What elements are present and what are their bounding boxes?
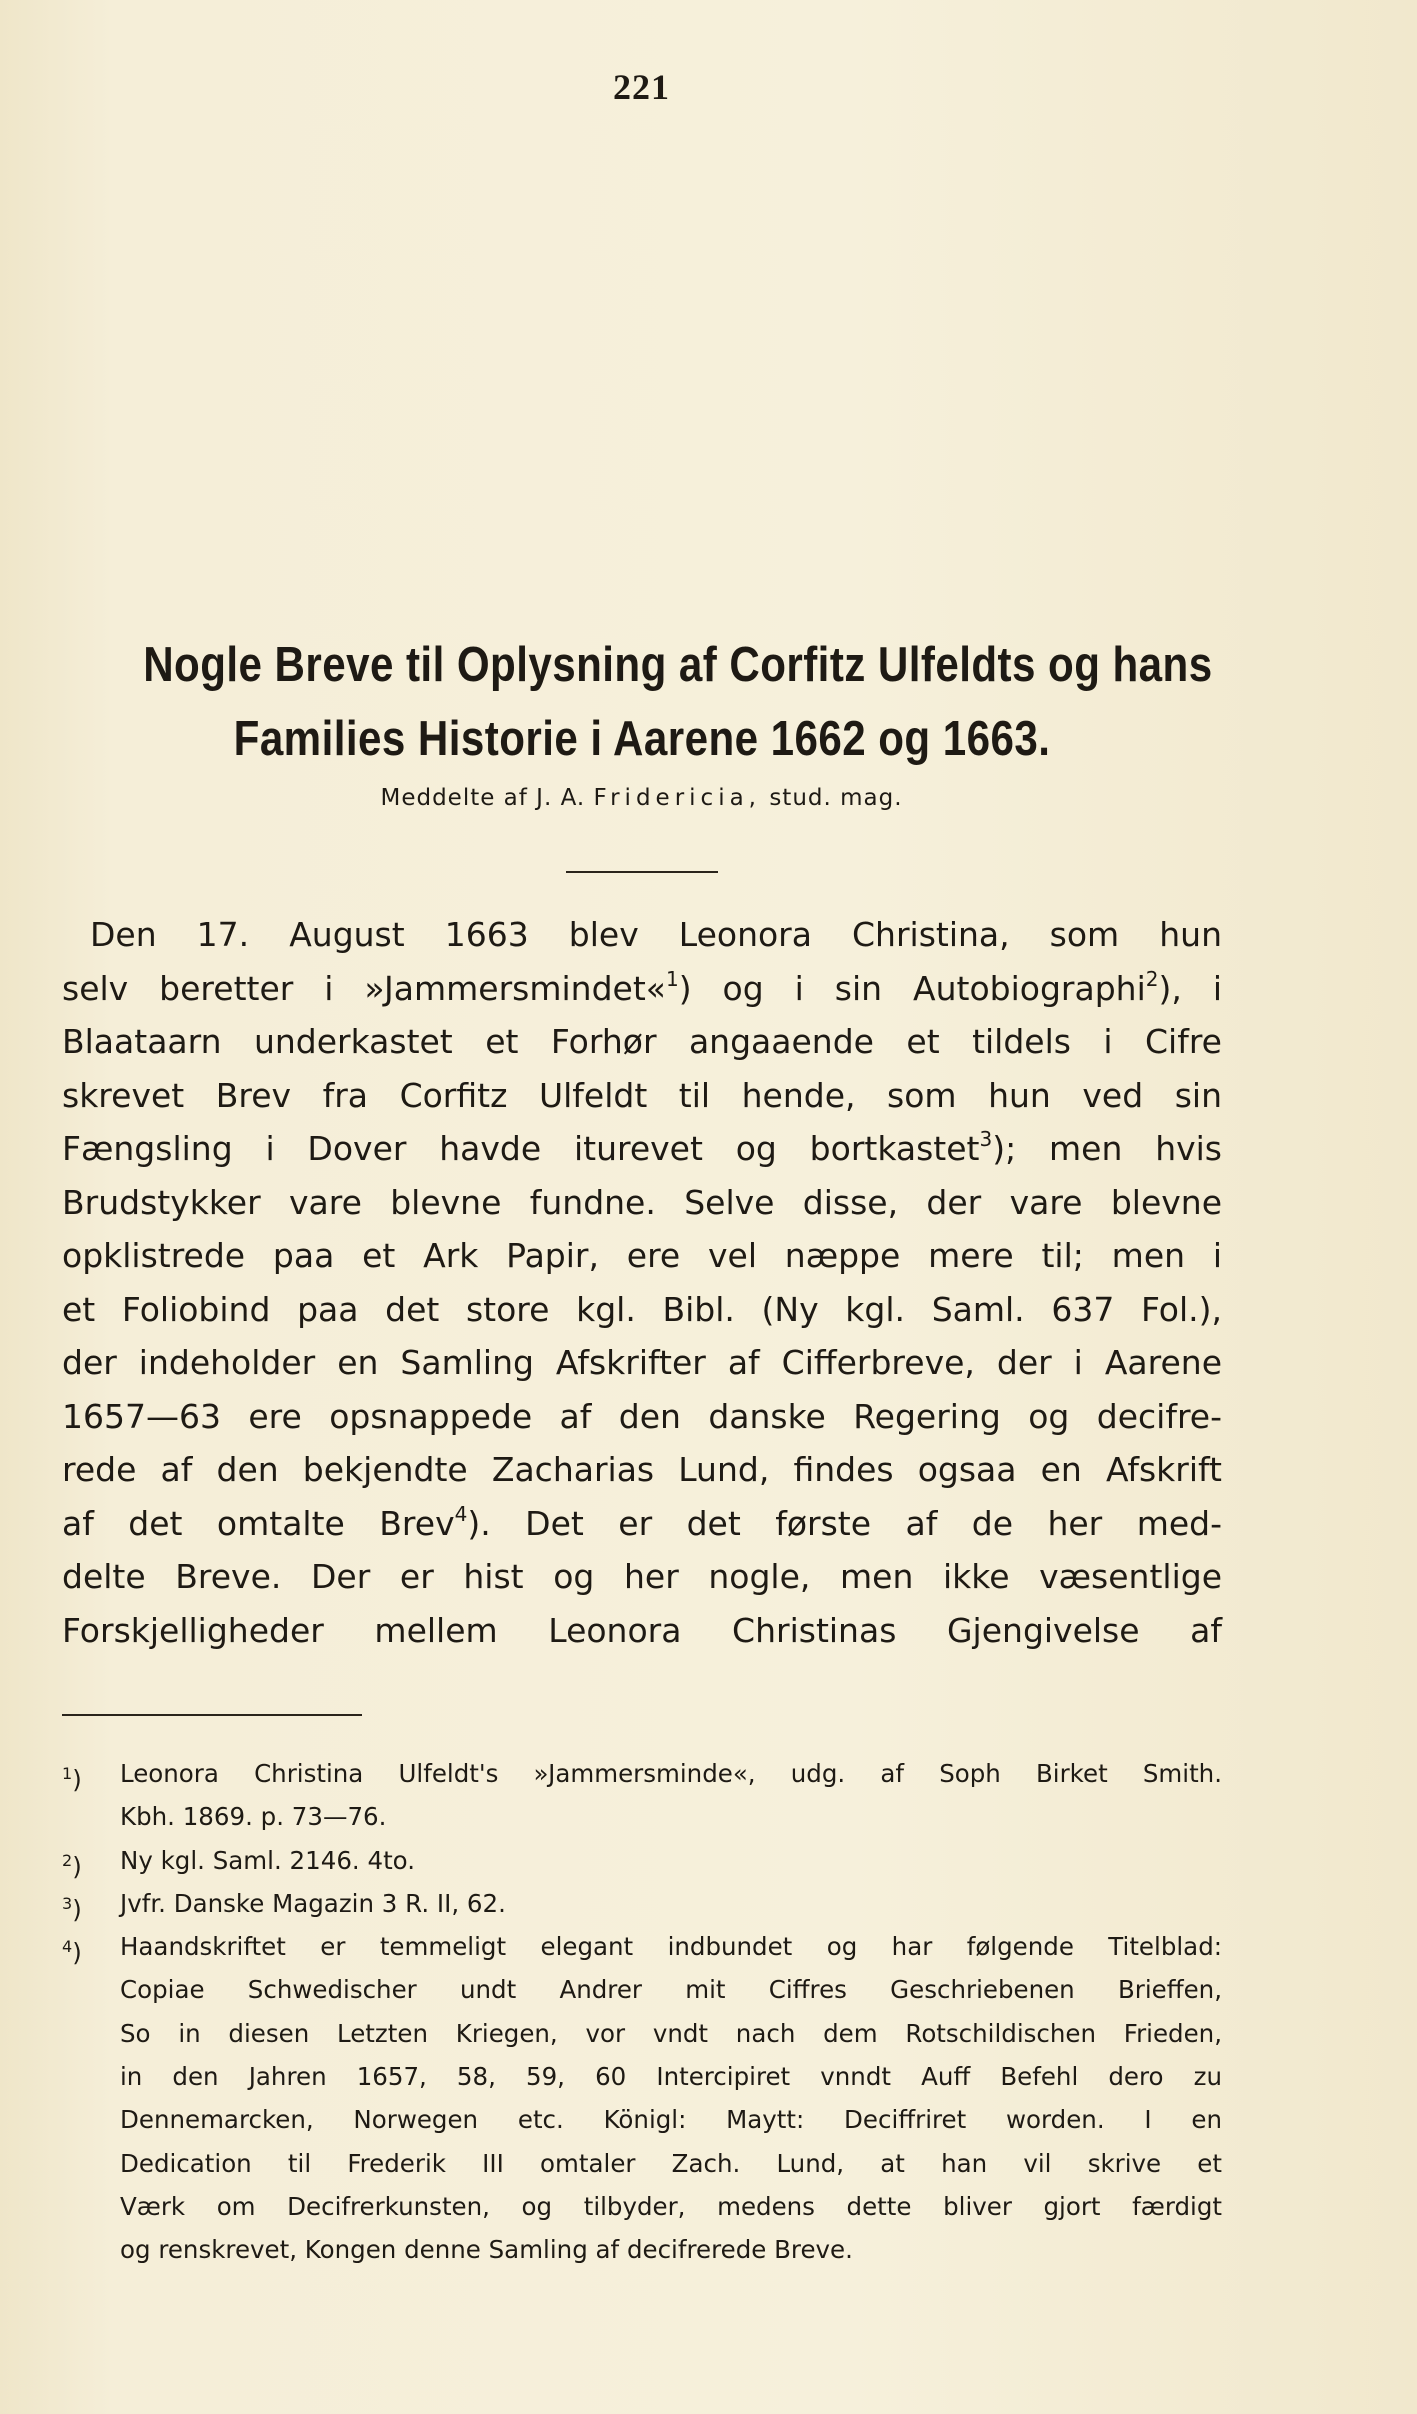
footnote-4 <box>62 1925 1222 2271</box>
body-line: 1657—63 ere opsnappede af den danske Regering og decifre- <box>62 1396 1222 1436</box>
footnote-3 <box>62 1882 1222 1925</box>
body-line: Blaataarn underkastet et Forhør angaaende et tildels i Cifre <box>62 1022 1222 1061</box>
body-line: skrevet Brev fra Corfitz Ulfeldt til hende, som hun ved sin <box>62 1075 1222 1115</box>
footnote-mark: $^4$) <box>62 1937 82 1968</box>
footnote-ref: 1 <box>665 966 679 991</box>
footnote-line: in den Jahren 1657, 58, 59, 60 Intercipiret vnndt Auff Befehl dero zu <box>120 2062 1222 2092</box>
footnote-line: Dennemarcken, Norwegen etc. Königl: Maytt: Deciffriret worden. I en <box>120 2105 1222 2135</box>
footnote-divider <box>62 1714 362 1716</box>
footnote-1 <box>62 1752 1222 1839</box>
footnote-ref: 4 <box>454 1501 468 1526</box>
body-line: der indeholder en Samling Afskrifter af Cifferbreve, der i Aarene <box>62 1343 1222 1382</box>
body-line: rede af den bekjendte Zacharias Lund, findes ogsaa en Afskrift <box>62 1450 1222 1489</box>
byline-prefix: Meddelte af J. A. <box>380 785 586 811</box>
footnote-line: Copiae Schwedischer undt Andrer mit Ciffres Geschriebenen Brieffen, <box>120 1975 1222 2005</box>
footnotes <box>62 1752 1222 2272</box>
byline <box>0 785 1283 811</box>
footnote-ref: 3 <box>979 1127 993 1151</box>
body-line: Forskjelligheder mellem Leonora Christinas Gjengivelse af <box>62 1610 1222 1650</box>
footnote-2 <box>62 1839 1222 1882</box>
body-line: Fængsling i Dover havde iturevet og bortkastet$^3$); men hvis <box>62 1127 1222 1168</box>
footnote-line: Haandskriftet er temmeligt elegant indbundet og har følgende Titelblad: <box>120 1932 1222 1962</box>
footnote-line: Ny kgl. Saml. 2146. 4to. <box>120 1845 416 1875</box>
body-line: et Foliobind paa det store kgl. Bibl. (Ny kgl. Saml. 637 Fol.), <box>62 1289 1222 1329</box>
byline-suffix: stud. mag. <box>769 785 903 811</box>
body-line: af det omtalte Brev$^4$). Det er det første af de her med- <box>62 1501 1223 1543</box>
body-line: Brudstykker vare blevne fundne. Selve disse, der vare blevne <box>62 1182 1222 1222</box>
page-number: 221 <box>613 67 670 107</box>
footnote-line: Kbh. 1869. p. 73—76. <box>120 1802 387 1832</box>
footnote-ref: 2 <box>1145 966 1159 991</box>
body-text <box>62 908 1222 1657</box>
footnote-line: Dedication til Frederik III omtaler Zach. Lund, at han vil skrive et <box>120 2148 1222 2178</box>
body-line: opklistrede paa et Ark Papir, ere vel næppe mere til; men i <box>62 1236 1222 1275</box>
footnote-line: Leonora Christina Ulfeldt's »Jammersminde«, udg. af Soph Birket Smith. <box>120 1759 1222 1788</box>
body-line: delte Breve. Der er hist og her nogle, men ikke væsentlige <box>62 1557 1222 1596</box>
body-line: selv beretter i »Jammersmindet«$^1$) og i sin Autobiographi$^2$), i <box>62 966 1222 1008</box>
title-line-2: Families Historie i Aarene 1662 og 1663. <box>233 712 1051 766</box>
footnote-mark: $^2$) <box>62 1850 82 1881</box>
footnote-line: Værk om Decifrerkunsten, og tilbyder, medens dette bliver gjort færdigt <box>120 2191 1222 2221</box>
body-line: Den 17. August 1663 blev Leonora Christina, som hun <box>90 915 1222 954</box>
footnote-line: So in diesen Letzten Kriegen, vor vndt nach dem Rotschildischen Frieden, <box>120 2018 1222 2048</box>
article-title <box>143 628 1213 776</box>
footnote-line: Jvfr. Danske Magazin 3 R. II, 62. <box>120 1888 506 1918</box>
footnote-mark: $^1$) <box>62 1764 82 1794</box>
footnote-line: og renskrevet, Kongen denne Samling af decifrerede Breve. <box>120 2235 853 2265</box>
footnote-mark: $^3$) <box>62 1893 82 1924</box>
title-divider <box>566 871 718 873</box>
title-line-1: Nogle Breve til Oplysning af Corfitz Ulfeldts og hans <box>143 638 1213 692</box>
byline-author: Fridericia, <box>593 785 761 811</box>
